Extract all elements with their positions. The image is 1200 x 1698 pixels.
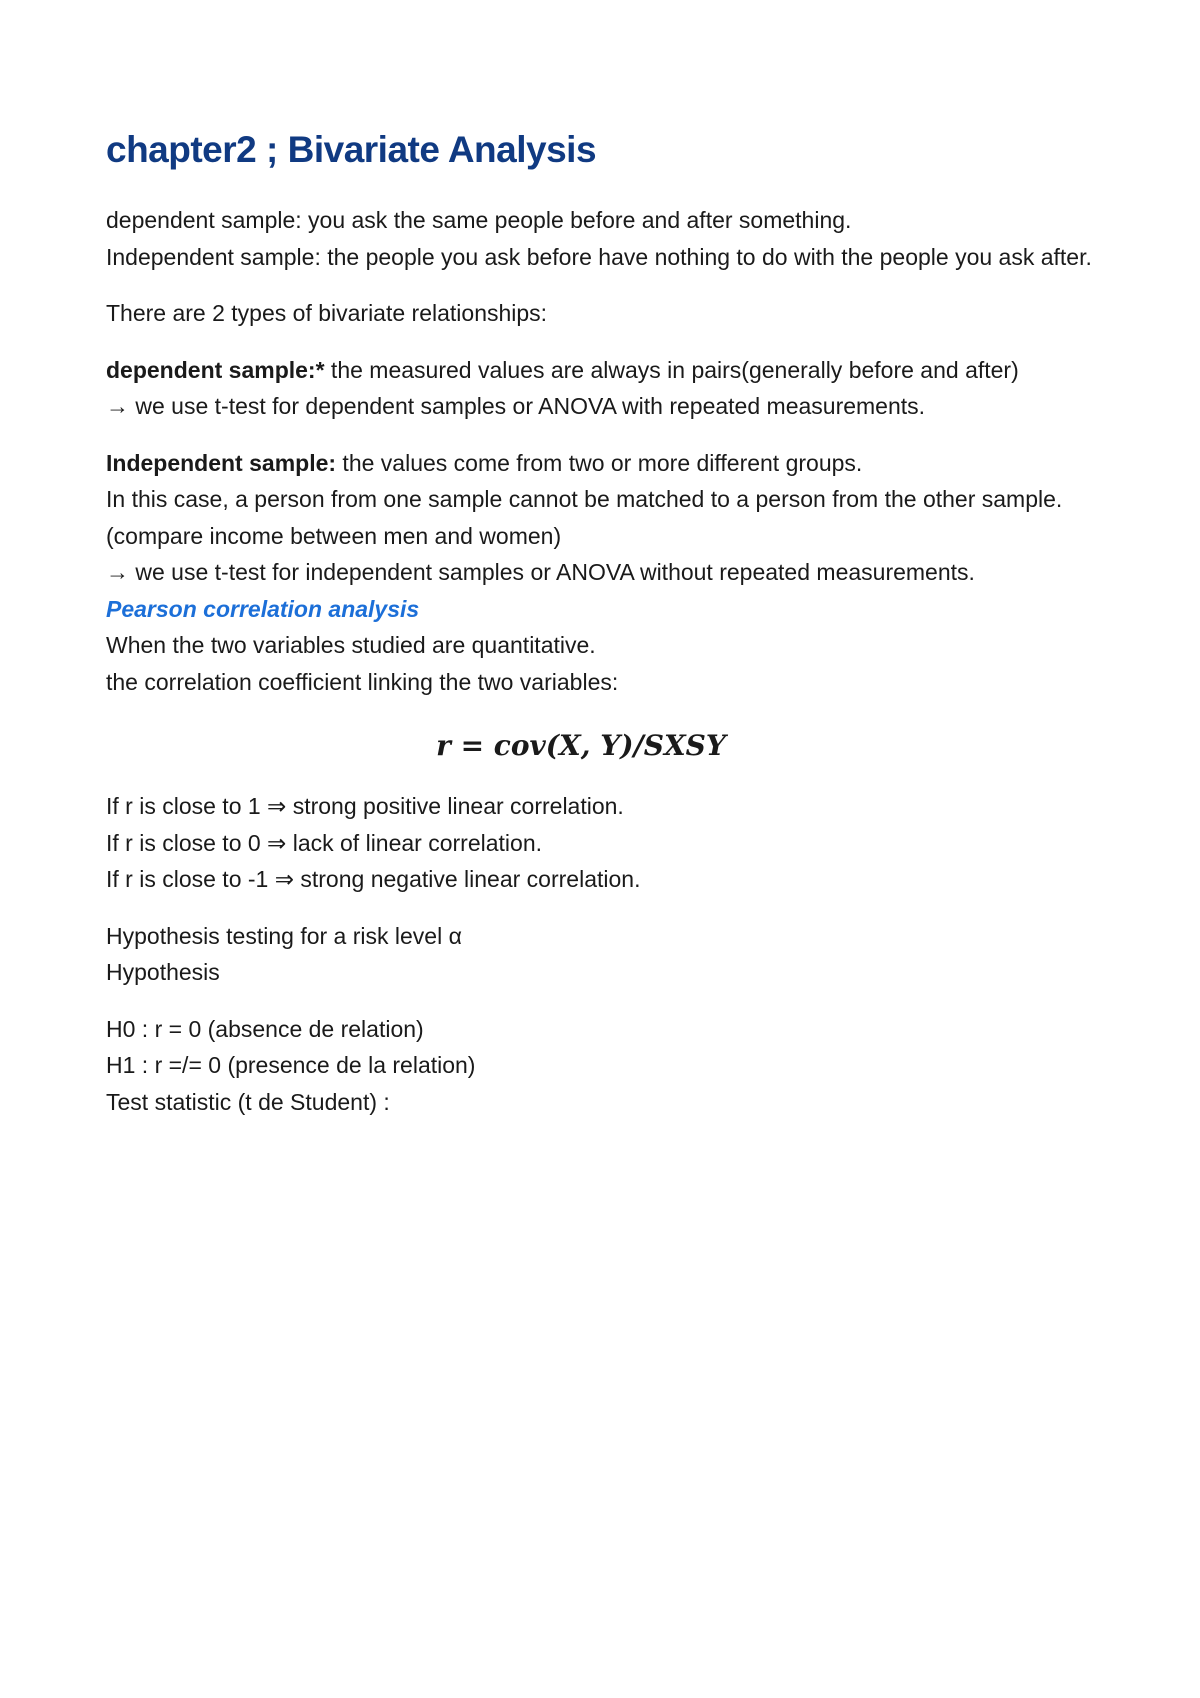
pearson-condition: When the two variables studied are quantitative. — [106, 632, 596, 658]
pearson-coefficient-intro: the correlation coefficient linking the two variables: — [106, 668, 619, 695]
independent-sample-method: → we use t-test for independent samples or ANOVA without repeated measurements. — [106, 559, 975, 585]
document-page — [106, 128, 1106, 1120]
independent-sample-text: the values come from two or more different groups. — [336, 449, 863, 476]
dependent-sample-method: → we use t-test for dependent samples or ANOVA with repeated measurements. — [106, 393, 926, 419]
alternative-hypothesis: H1 : r =/= 0 (presence de la relation) — [106, 1052, 476, 1078]
hypothesis-testing-line: Hypothesis testing for a risk level α — [106, 922, 462, 949]
independent-sample-detail: In this case, a person from one sample cannot be matched to a person from the other sample. — [106, 486, 1063, 512]
independent-sample-example: (compare income between men and women) — [106, 522, 562, 549]
interpretation-positive: If r is close to 1 ⇒ strong positive linear correlation. — [106, 793, 624, 819]
page-title: chapter2 ; Bivariate Analysis — [106, 129, 597, 170]
types-intro: There are 2 types of bivariate relationships: — [106, 300, 548, 326]
null-hypothesis: H0 : r = 0 (absence de relation) — [106, 1015, 424, 1042]
dependent-sample-paragraph — [106, 352, 1106, 389]
interpretation-negative: If r is close to -1 ⇒ strong negative linear correlation. — [106, 866, 641, 892]
independent-sample-paragraph — [106, 445, 1106, 482]
pearson-heading: Pearson correlation analysis — [106, 595, 420, 622]
independent-sample-label: Independent sample: — [106, 449, 337, 476]
intro-independent-definition: Independent sample: the people you ask before have nothing to do with the people you ask after. — [106, 243, 1092, 270]
hypothesis-label: Hypothesis — [106, 959, 220, 985]
intro-dependent-definition: dependent sample: you ask the same people before and after something. — [106, 207, 852, 233]
test-statistic-label: Test statistic (t de Student) : — [106, 1088, 390, 1115]
correlation-formula: r = cov(X, Y)/SXSY — [436, 729, 726, 762]
dependent-sample-text: the measured values are always in pairs(generally before and after) — [324, 356, 1019, 383]
interpretation-none: If r is close to 0 ⇒ lack of linear correlation. — [106, 829, 543, 856]
dependent-sample-label: dependent sample:* — [106, 356, 325, 383]
